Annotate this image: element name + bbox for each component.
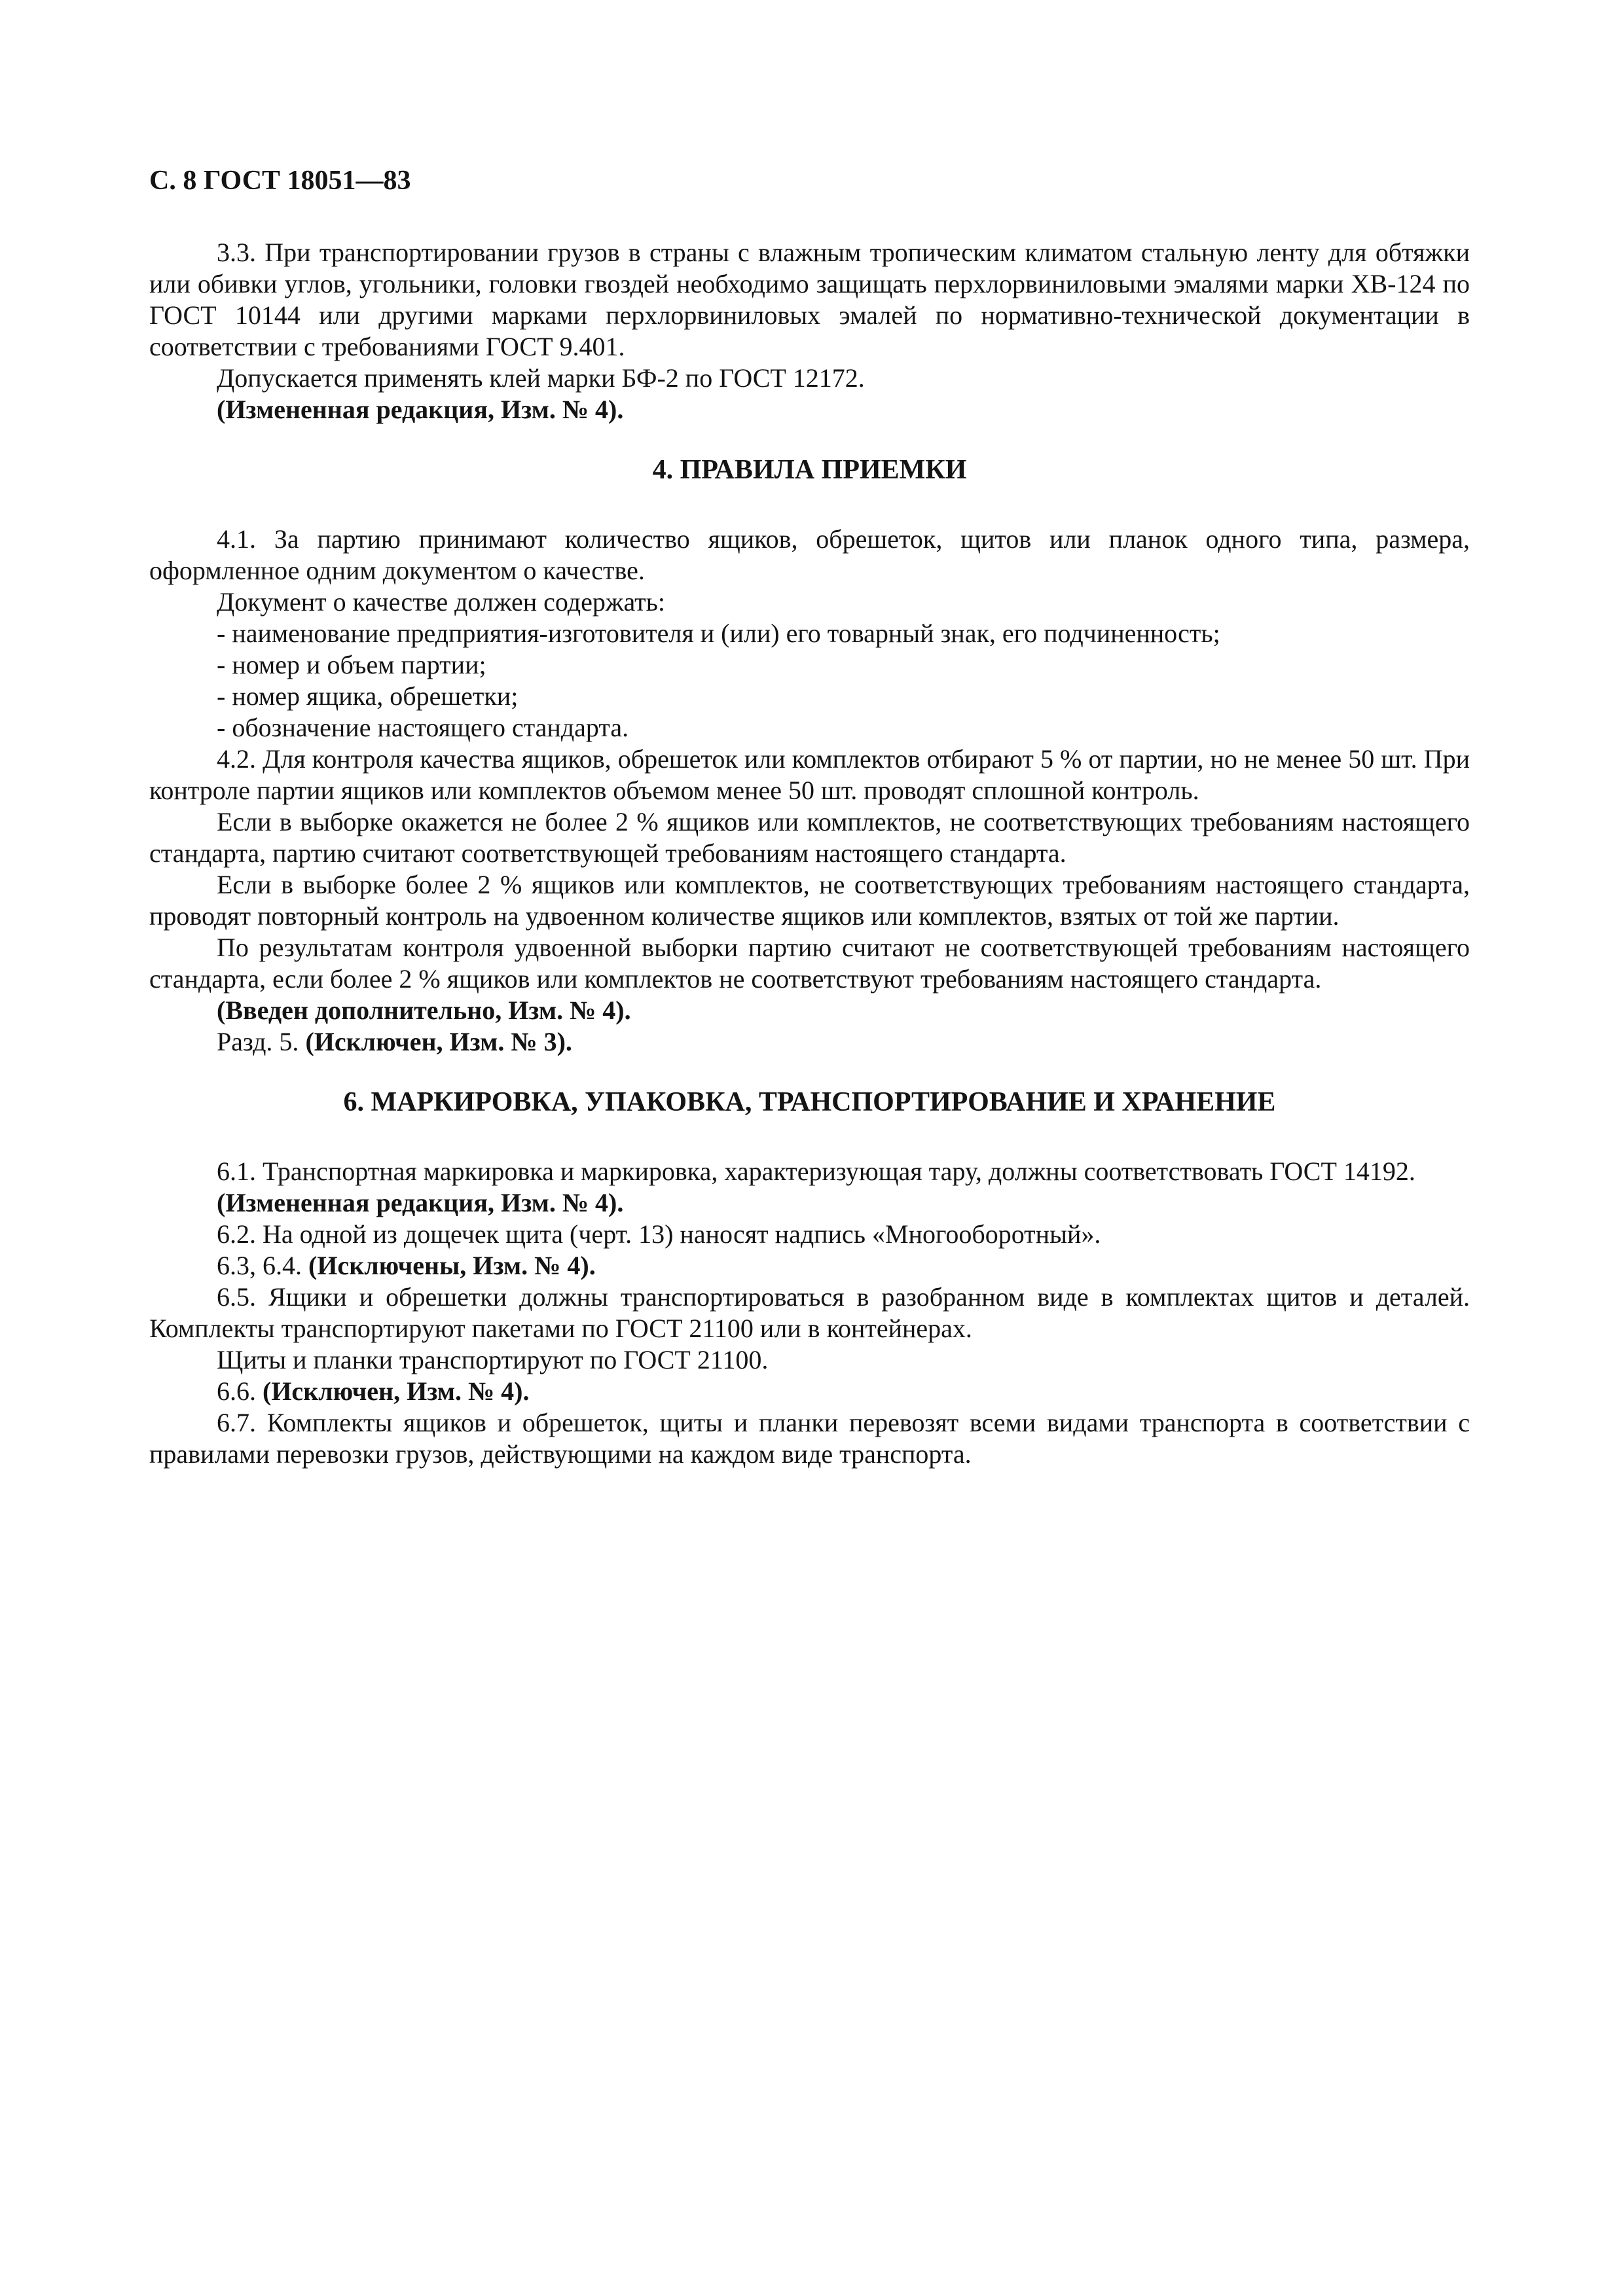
paragraph-4-1: 4.1. За партию принимают количество ящиков, обрешеток, щитов или планок одного типа, размера, оформленное одним документом о качестве.: [149, 524, 1470, 585]
paragraph-3-3-glue: Допускается применять клей марки БФ-2 по ГОСТ 12172.: [217, 363, 865, 393]
paragraph-6-3-prefix: 6.3, 6.4.: [217, 1251, 308, 1280]
section-6-title: 6. МАРКИРОВКА, УПАКОВКА, ТРАНСПОРТИРОВАНИЕ И ХРАНЕНИЕ: [343, 1087, 1276, 1117]
section-4-title: 4. ПРАВИЛА ПРИЕМКИ: [652, 455, 967, 485]
paragraph-3-3: 3.3. При транспортировании грузов в страны с влажным тропическим климатом стальную ленту для обтяжки или обивки углов, угольники, головки гвоздей необходимо защищать перхлорвиниловыми эмалями марки ХВ-124 по ГОСТ 10144 или другими марками перхлорвиниловых эмалей по нормативно-технической документации в соответствии с требованиями ГОСТ 9.401.: [149, 238, 1470, 361]
section-5-prefix: Разд. 5.: [217, 1027, 306, 1056]
amendment-note: [149, 995, 1470, 1026]
paragraph-6-3-6-4: [149, 1250, 1470, 1282]
paragraph-4-2: 4.2. Для контроля качества ящиков, обрешеток или комплектов отбирают 5 % от партии, но не менее 50 шт. При контроле партии ящиков или комплектов объемом менее 50 шт. проводят сплошной контроль.: [149, 744, 1470, 805]
paragraph-6-6-note: (Исключен, Изм. № 4).: [263, 1376, 530, 1406]
section-5-note: [149, 1026, 1470, 1058]
paragraph-4-2-b: Если в выборке окажется не более 2 % ящиков или комплектов, не соответствующих требованиям настоящего стандарта, партию считают соответствующей требованиям настоящего стандарта.: [149, 807, 1470, 868]
amendment-note: [149, 1187, 1470, 1219]
paragraph-6-2: 6.2. На одной из дощечек щита (черт. 13) наносят надпись «Многооборотный».: [217, 1219, 1101, 1249]
paragraph-6-1: 6.1. Транспортная маркировка и маркировка, характеризующая тару, должны соответствовать ГОСТ 14192.: [217, 1157, 1415, 1186]
document-page: [149, 165, 1470, 1470]
amendment-note-text: (Измененная редакция, Изм. № 4).: [217, 395, 624, 424]
section-5-note-text: (Исключен, Изм. № 3).: [305, 1027, 572, 1056]
list-item: - обозначение настоящего стандарта.: [217, 713, 629, 742]
paragraph-6-5-b: Щиты и планки транспортируют по ГОСТ 21100.: [217, 1345, 769, 1374]
list-item: - номер и объем партии;: [217, 650, 486, 679]
paragraph-4-1-doc: Документ о качестве должен содержать:: [217, 587, 666, 617]
amendment-note-text: (Измененная редакция, Изм. № 4).: [217, 1188, 624, 1217]
paragraph-6-6: [149, 1376, 1470, 1407]
paragraph-6-5: 6.5. Ящики и обрешетки должны транспортироваться в разобранном виде в комплектах щитов и деталей. Комплекты транспортируют пакетами по ГОСТ 21100 или в контейнерах.: [149, 1282, 1470, 1343]
paragraph-4-2-d: По результатам контроля удвоенной выборки партию считают не соответствующей требованиям настоящего стандарта, если более 2 % ящиков или комплектов не соответствуют требованиям настоящего стандарта.: [149, 933, 1470, 994]
paragraph-4-2-c: Если в выборке более 2 % ящиков или комплектов, не соответствующих требованиям настоящего стандарта, проводят повторный контроль на удвоенном количестве ящиков или комплектов, взятых от той же партии.: [149, 870, 1470, 931]
page-header: С. 8 ГОСТ 18051—83: [149, 166, 411, 196]
amendment-note-text: (Введен дополнительно, Изм. № 4).: [217, 996, 631, 1025]
paragraph-6-7: 6.7. Комплекты ящиков и обрешеток, щиты и планки перевозят всеми видами транспорта в соответствии с правилами перевозки грузов, действующими на каждом виде транспорта.: [149, 1408, 1470, 1469]
paragraph-6-3-note: (Исключены, Изм. № 4).: [308, 1251, 596, 1280]
paragraph-6-6-prefix: 6.6.: [217, 1376, 263, 1406]
list-item: - номер ящика, обрешетки;: [217, 681, 519, 711]
list-item: - наименование предприятия-изготовителя и (или) его товарный знак, его подчиненность;: [217, 619, 1220, 648]
amendment-note: [149, 394, 1470, 425]
